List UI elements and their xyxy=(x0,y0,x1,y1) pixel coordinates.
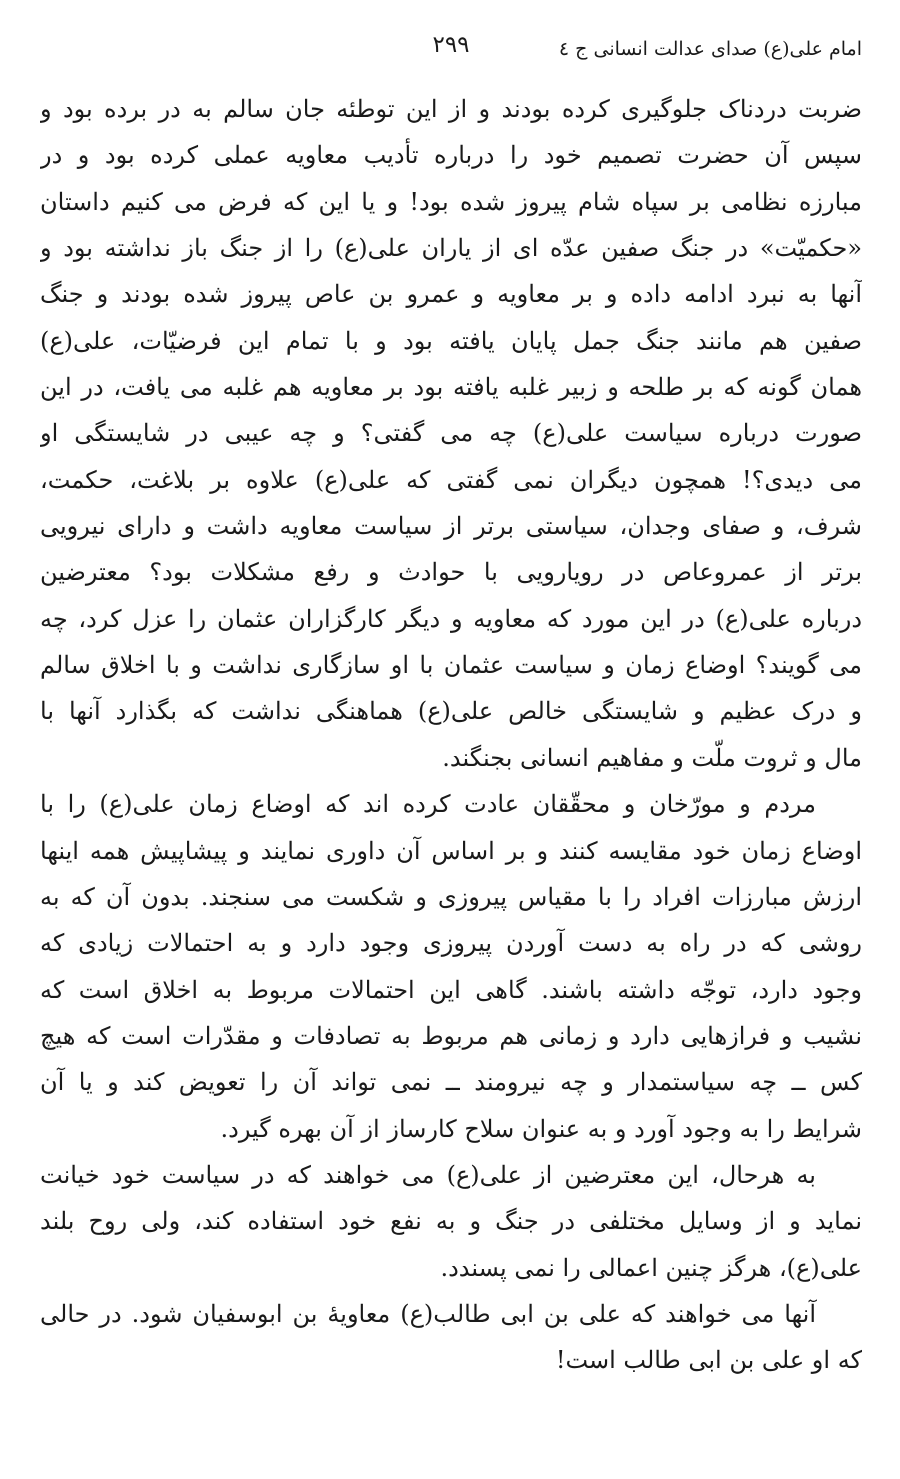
text-line: نماید و از وسایل مختلفی در جنگ و به نفع خود استفاده کند، ولی روح بلند xyxy=(40,1207,862,1236)
text-line: روشی که در راه به دست آوردن پیروزی وجود دارد و به احتمالات زیادی که xyxy=(40,929,862,958)
body-text xyxy=(40,86,862,1384)
text-line: برتر از عمروعاص در رویارویی با حوادث و رفع مشکلات بود؟ معترضین xyxy=(40,558,862,587)
text-line: شرایط را به وجود آورد و به عنوان سلاح کارساز از آن بهره گیرد. xyxy=(220,1114,862,1143)
text-line: ارزش مبارزات افراد را با مقیاس پیروزی و شکست می سنجند. بدون آن که به xyxy=(40,882,862,911)
text-line: نشیب و فرازهایی دارد و زمانی هم مربوط به تصادفات و مقدّرات است که هیچ xyxy=(40,1021,862,1050)
text-line: ضربت دردناک جلوگیری کرده بودند و از این توطئه جان سالم به در برده بود و xyxy=(40,95,862,123)
text-line: آنها می خواهند که علی بن ابی طالب(ع) معاویهٔ بن ابوسفیان شود. در حالی xyxy=(40,1299,816,1328)
text-line: اوضاع زمان خود مقایسه کنند و بر اساس آن داوری نمایند و پیشاپیش همه اینها xyxy=(40,836,862,865)
text-line: مال و ثروت ملّت و مفاهیم انسانی بجنگند. xyxy=(442,743,862,772)
text-line: مبارزه نظامی بر سپاه شام پیروز شده بود! و یا این که فرض می کنیم داستان xyxy=(40,187,862,216)
text-line: که او علی بن ابی طالب است! xyxy=(555,1346,862,1375)
text-line: «حکمیّت» در جنگ صفین عدّه ای از یاران علی(ع) را از جنگ باز نداشته بود و xyxy=(40,234,862,263)
running-head: امام علی(ع) صدای عدالت انسانی ج ٤ xyxy=(558,38,862,60)
text-line: و درک عظیم و شایستگی خالص علی(ع) هماهنگی نداشت که بگذارد آنها با xyxy=(40,697,862,726)
page-number: ٢٩٩ xyxy=(432,32,470,58)
text-line: می دیدی؟! همچون دیگران نمی گفتی که علی(ع) علاوه بر بلاغت، حکمت، xyxy=(40,465,862,494)
text-line: صورت درباره سیاست علی(ع) چه می گفتی؟ و چه عیبی در شایستگی او xyxy=(40,419,862,448)
text-line: می گویند؟ اوضاع زمان و سیاست عثمان با او سازگاری نداشت و با اخلاق سالم xyxy=(40,651,862,680)
text-line: علی(ع)، هرگز چنین اعمالی را نمی پسندد. xyxy=(440,1253,862,1282)
text-line: شرف، و صفای وجدان، سیاستی برتر از سیاست معاویه داشت و دارای نیرویی xyxy=(40,512,862,541)
text-line: صفین هم مانند جنگ جمل پایان یافته بود و با تمام این فرضیّات، علی(ع) xyxy=(40,326,862,355)
text-line: به هرحال، این معترضین از علی(ع) می خواهند که در سیاست خود خیانت xyxy=(40,1160,816,1189)
page-header xyxy=(40,32,862,72)
text-line: درباره علی(ع) در این مورد که معاویه و دیگر کارگزاران عثمان را عزل کرد، چه xyxy=(40,604,862,633)
text-line: وجود دارد، توجّه داشته باشند. گاهی این احتمالات مربوط به اخلاق است که xyxy=(40,975,862,1004)
text-line: کس ــ چه سیاستمدار و چه نیرومند ــ نمی تواند آن را تعویض کند و یا آن xyxy=(40,1068,862,1097)
text-line: سپس آن حضرت تصمیم خود را درباره تأدیب معاویه عملی کرده بود و در xyxy=(40,141,862,170)
text-line: آنها به نبرد ادامه داده و بر معاویه و عمرو بن عاص پیروز شده بودند و جنگ xyxy=(40,280,862,309)
text-line: مردم و مورّخان و محقّقان عادت کرده اند که اوضاع زمان علی(ع) را با xyxy=(40,790,817,819)
text-line: همان گونه که بر طلحه و زبیر غلبه یافته بود بر معاویه هم غلبه می یافت، در این xyxy=(40,373,862,402)
